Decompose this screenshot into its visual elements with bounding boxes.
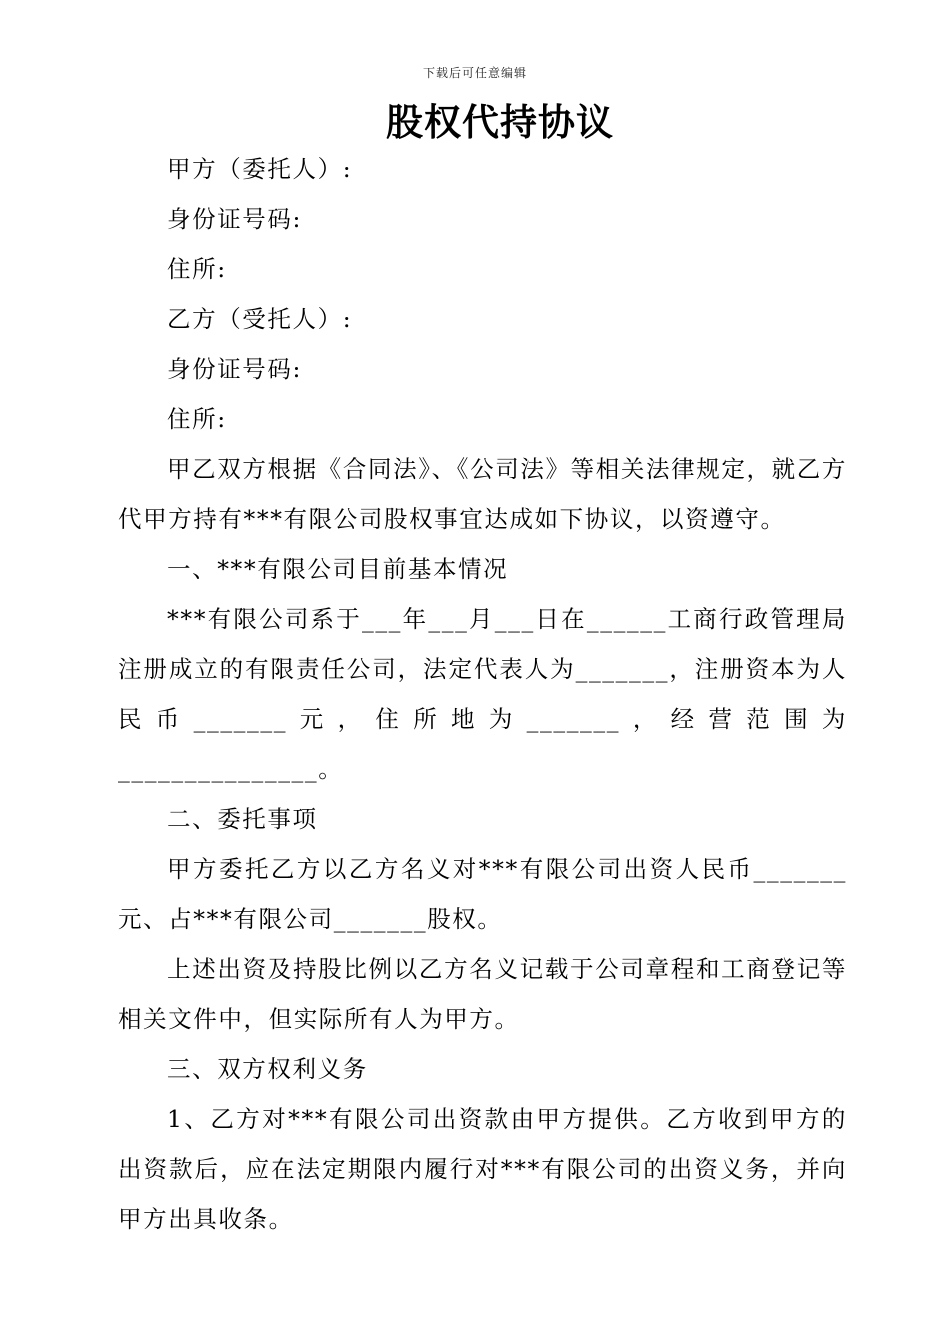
section-3-heading: 三、双方权利义务: [167, 1055, 368, 1083]
section-2-paragraph-2: 上述出资及持股比例以乙方名义记载于公司章程和工商登记等相关文件中，但实际所有人为甲方。: [118, 955, 847, 1033]
party-a-line: 甲方（委托人）:: [167, 155, 353, 183]
document-title: 股权代持协议: [386, 101, 614, 144]
section-1-paragraph: ***有限公司系于___年___月___日在______工商行政管理局注册成立的有限责任公司，法定代表人为_______，注册资本为人民币_______元，住所地为_______，经营范围为_______________。: [118, 605, 847, 783]
section-3-item-1: 1、乙方对***有限公司出资款由甲方提供。乙方收到甲方的出资款后，应在法定期限内履行对***有限公司的出资义务，并向甲方出具收条。: [118, 1105, 847, 1233]
party-a-address-line: 住所:: [167, 255, 227, 283]
section-2-paragraph-1: 甲方委托乙方以乙方名义对***有限公司出资人民币_______元、占***有限公司_______股权。: [118, 855, 847, 933]
party-b-line: 乙方（受托人）:: [167, 305, 353, 333]
section-1-heading: 一、***有限公司目前基本情况: [167, 555, 509, 583]
preamble-paragraph: 甲乙双方根据《合同法》、《公司法》等相关法律规定，就乙方代甲方持有***有限公司股权事宜达成如下协议，以资遵守。: [118, 455, 847, 533]
party-b-id-line: 身份证号码:: [167, 355, 303, 383]
party-a-id-line: 身份证号码:: [167, 205, 303, 233]
document-body: [118, 144, 847, 1244]
section-2-heading: 二、委托事项: [167, 805, 318, 833]
party-b-address-line: 住所:: [167, 405, 227, 433]
watermark-text: 下载后可任意编辑: [422, 66, 527, 80]
